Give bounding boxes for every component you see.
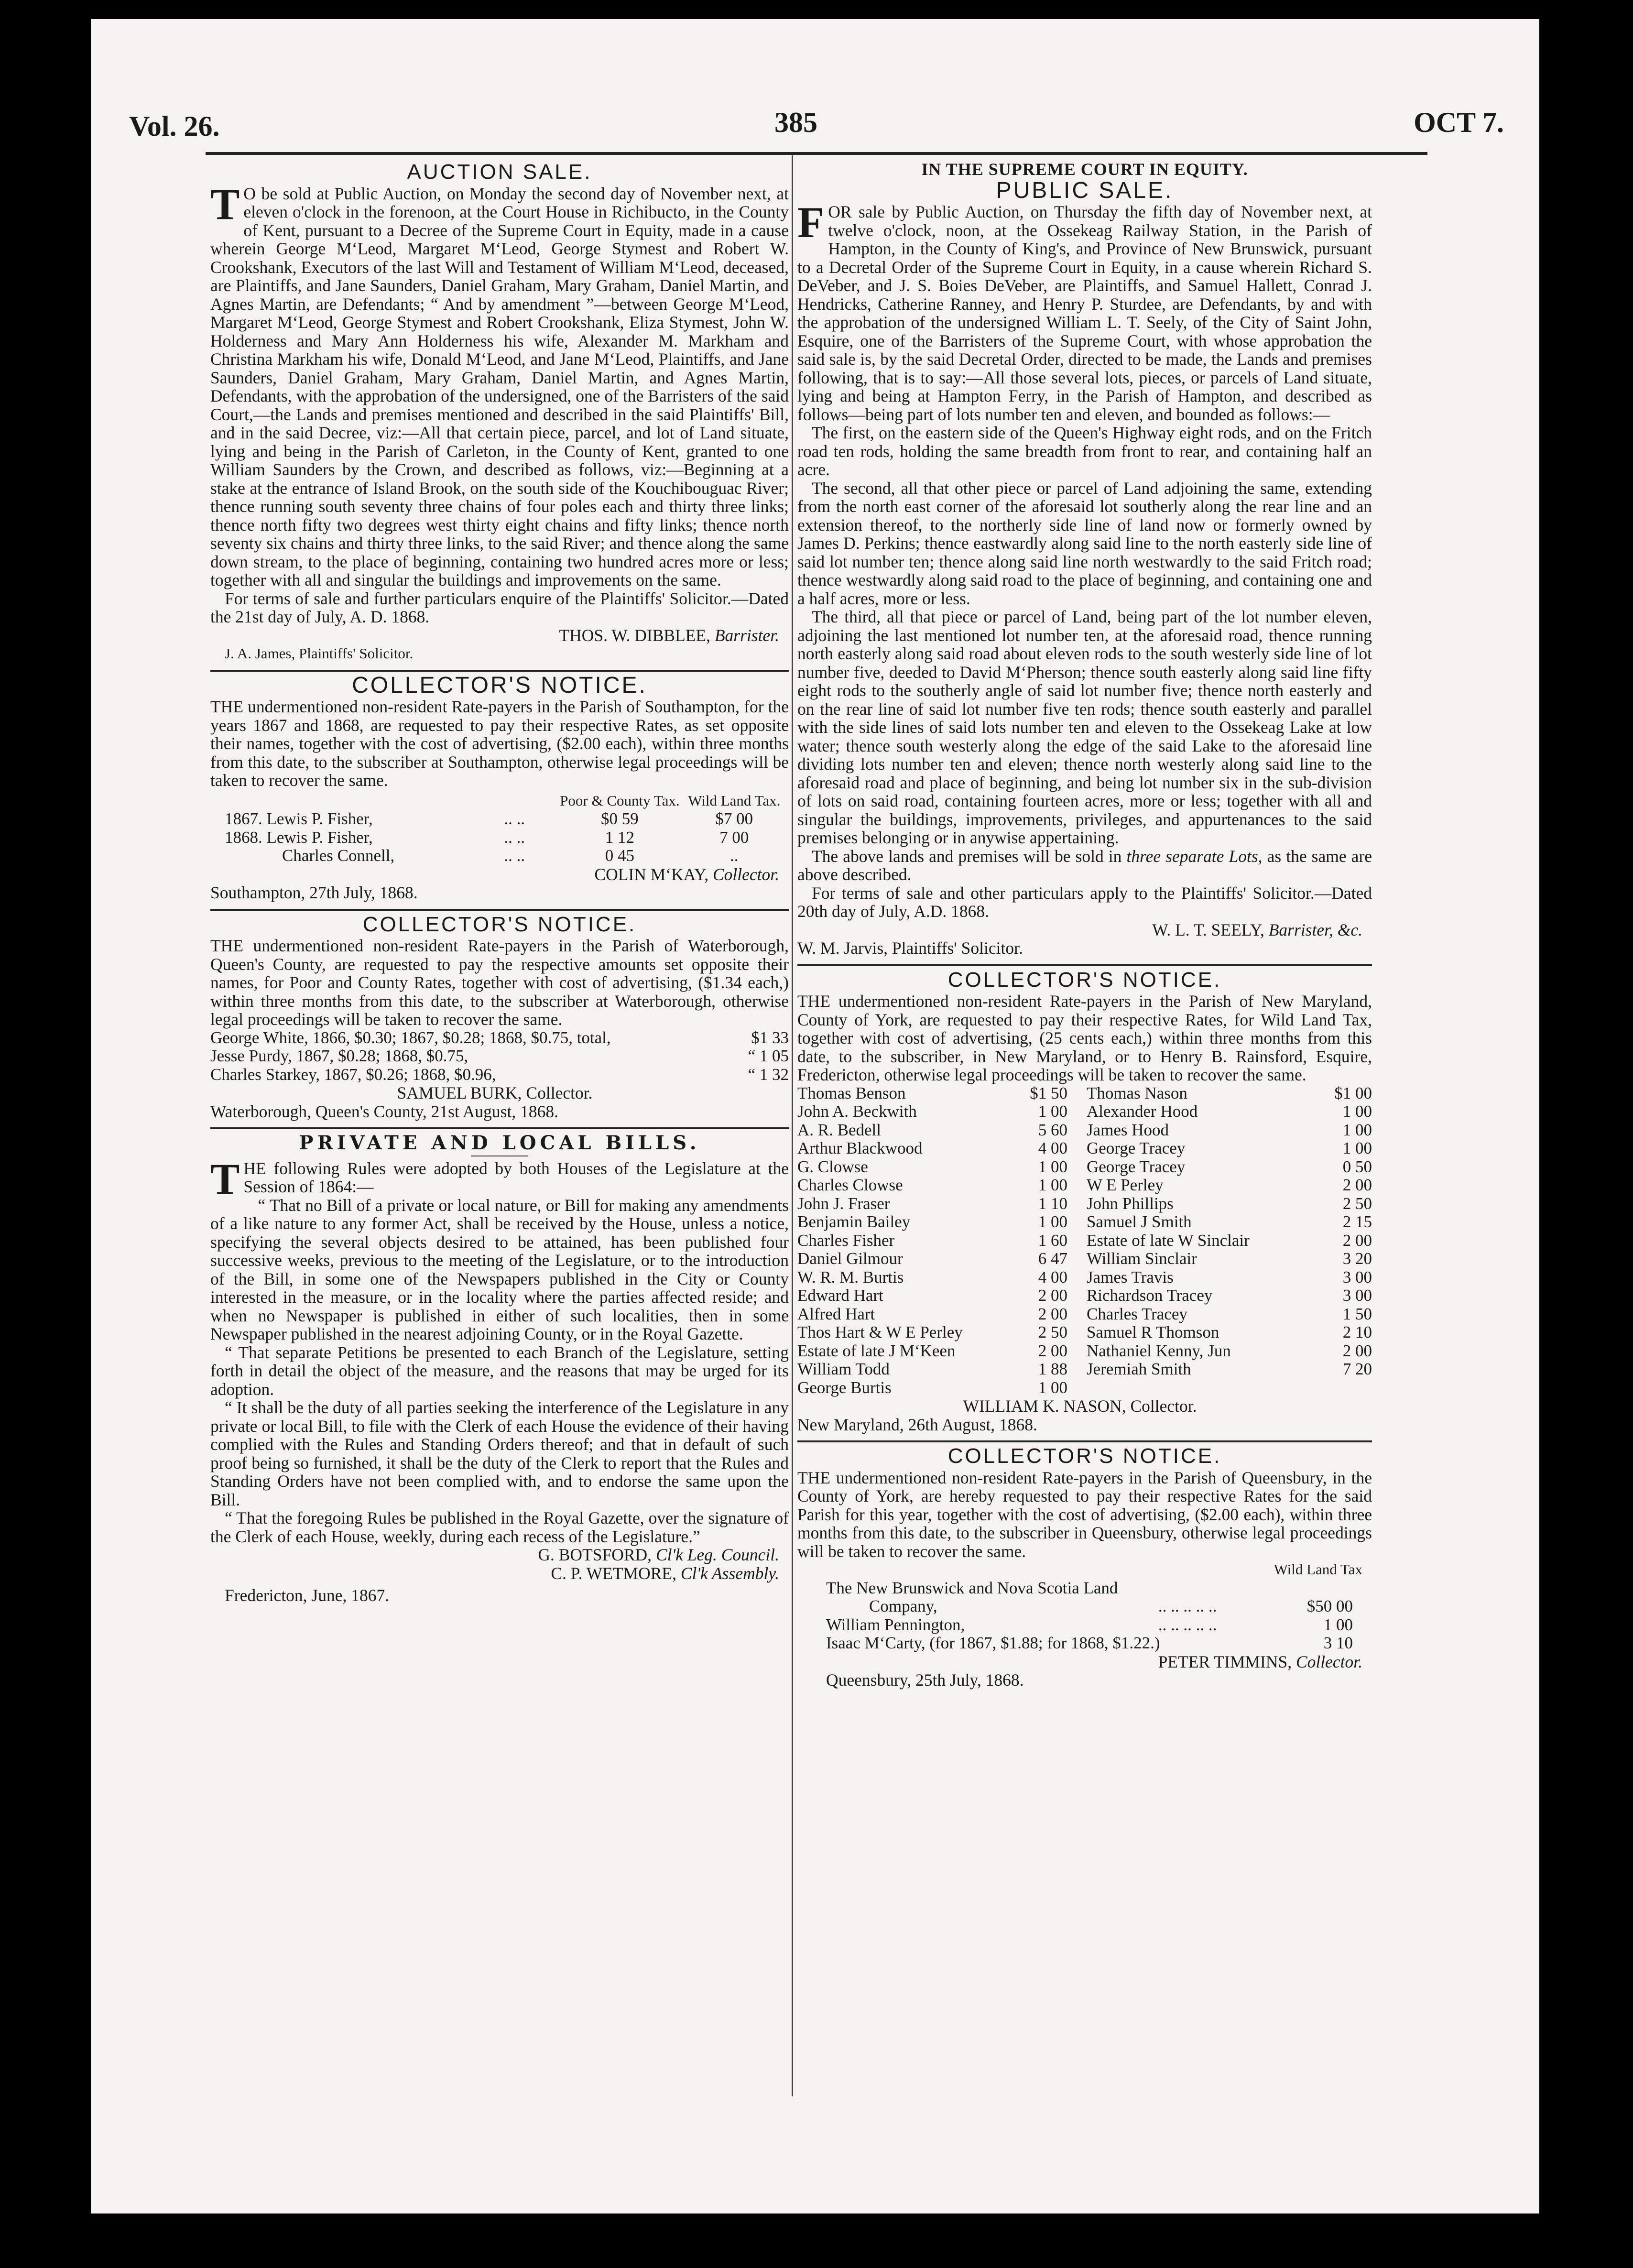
bills-rule-3: “ It shall be the duty of all parties seeking the interference of the Legislature in any private or local Bill, to file with the Clerk of each House the evidence of their having complied with the Rules and Standing Orders thereof; and that in default of such proof being so furnished, it shall be the duty of the Clerk to report that the Rules and Standing Orders have not been complied with, and to endorse the same upon the Bill. [210,1398,789,1509]
table-cell: Charles Fisher [797,1231,895,1250]
equity-dropcap: F [797,198,825,247]
bills-dateline: Fredericton, June, 1867. [225,1586,390,1605]
bills-intro [210,1154,789,1203]
table-cell: Thomas Benson [797,1083,906,1102]
table-cell: 0 50 [1342,1157,1372,1176]
equity-title: PUBLIC SALE. [996,177,1174,203]
table-row [797,1195,1372,1213]
collector1-col-head-2: Wild Land Tax. [688,792,781,809]
table-row [797,1342,1372,1361]
table-cell [1297,1379,1372,1397]
table-cell: 1 00 [1038,1176,1067,1194]
bills-rule-4: “ That the foregoing Rules be published in the Royal Gazette, over the signature of the Clerk of each House, weekly, during each recess of the Legislature.” [210,1508,789,1546]
table-cell: 3 00 [1342,1267,1372,1287]
equity-solicitor: W. M. Jarvis, Plaintiffs' Solicitor. [797,938,1023,958]
table-cell [1067,1379,1297,1397]
bills-signature-2 [210,1564,789,1583]
table-cell: 2 00 [1342,1176,1372,1194]
equity-body [797,198,1372,424]
bills-rule-2: “ That separate Petitions be presented to each Branch of the Legislature, setting forth in detail the object of the measure, and the reasons that may be urged for its adoption. [210,1342,789,1399]
table-cell: 6 47 [1038,1249,1067,1268]
table-cell: 1 00 [1342,1139,1372,1157]
table-cell: 3 20 [1342,1249,1372,1268]
bills-sig1-title: Cl'k Leg. Council. [655,1545,779,1564]
collector3-signature: WILLIAM K. NASON, Collector. [963,1396,1197,1416]
collector2-table [210,1029,789,1084]
table-cell: Daniel Gilmour [797,1249,903,1268]
table-cell: 4 00 [1038,1267,1067,1287]
table-cell: 2 00 [1038,1304,1067,1323]
table-row: Charles Starkey, 1867, $0.26; 1868, $0.96, “ 1 32 [210,1065,789,1084]
auction-dropcap: T [210,179,240,229]
auction-signature [210,626,789,645]
table-cell: 2 00 [1342,1341,1372,1360]
auction-title: AUCTION SALE. [407,160,592,184]
collector-notice-queensbury [797,1444,1372,1690]
table-cell: 5 60 [1038,1120,1067,1139]
table-cell: 1 00 [1342,1120,1372,1139]
table-cell: John Phillips [1086,1194,1174,1213]
collector1-table [210,792,789,865]
table-row: Isaac M‘Carty, (for 1867, $1.88; for 1868, $1.22.) 3 10 [826,1634,1353,1652]
table-cell: George Tracey [1086,1157,1186,1176]
table-cell: George Burtis [797,1378,892,1397]
collector4-title: COLLECTOR'S NOTICE. [947,1444,1222,1468]
table-cell: 1 88 [1038,1360,1067,1378]
table-row: Company, .. .. .. .. .. $50 00 [869,1597,1353,1615]
table-cell: Charles Tracey [1086,1304,1187,1323]
table-cell: 2 50 [1342,1194,1372,1213]
collector4-col-head: Wild Land Tax [1274,1561,1362,1578]
collector1-title: COLLECTOR'S NOTICE. [352,672,647,698]
auction-sig-name: THOS. W. DIBBLEE, [559,625,710,645]
table-cell: 2 50 [1038,1323,1067,1341]
table-cell: 1 00 [1038,1212,1067,1231]
bills-rule-1: “ That no Bill of a private or local nature, or Bill for making any amendments of a like nature to any former Act, shall be received by the House, unless a notice, specifying the several objects desired to be attained, has been published four successive weeks, previous to the meeting of the Legislature, or to the introduction of the Bill, in some one of the Newspapers published in the City or County interested in the measure, or in the locality where the parties affected reside; and when no Newspaper is published in either of such localities, then in some Newspaper published in the nearest adjoining County, or in the Royal Gazette. [210,1195,789,1343]
table-row [797,1213,1372,1232]
collector4-table [797,1579,1372,1653]
table-cell: 2 00 [1038,1341,1067,1360]
table-cell: A. R. Bedell [797,1120,881,1139]
collector4-dateline: Queensbury, 25th July, 1868. [826,1670,1024,1690]
table-row [797,1121,1372,1140]
table-cell: $1 50 [1030,1083,1067,1102]
table-cell: William Todd [797,1360,890,1378]
equity-court-heading: IN THE SUPREME COURT IN EQUITY. [921,160,1248,179]
table-cell: Thos Hart & W E Perley [797,1323,963,1341]
table-row [797,1268,1372,1287]
collector1-signature [210,865,789,884]
bills-title: PRIVATE AND LOCAL BILLS. [299,1132,700,1154]
collector-notice-waterborough [210,912,789,1121]
table-cell: 2 00 [1038,1286,1067,1305]
table-cell: 1 00 [1342,1102,1372,1121]
table-cell: James Travis [1086,1267,1174,1287]
equity-terms: For terms of sale and other particulars apply to the Plaintiffs' Solicitor.—Dated 20th day of July, A.D. 1868. [797,883,1372,921]
collector1-body: THE undermentioned non-resident Rate-payers in the Parish of Southampton, for the years 1867 and 1868, are requested to pay their respective Rates, as set opposite their names, together with the cost of advertising, ($2.00 each), within three months from this date, to the subscriber at Southampton, otherwise legal proceedings will be taken to recover the same. [210,697,789,790]
table-cell: Samuel R Thomson [1086,1323,1219,1341]
divider [210,670,789,672]
page-header [110,96,1523,148]
collector1-col-head-1: Poor & County Tax. [560,792,680,809]
table-cell: 2 10 [1342,1323,1372,1341]
bills-sig2-title: Cl'k Assembly. [680,1563,779,1583]
table-cell: John J. Fraser [797,1194,890,1213]
table-row [797,1250,1372,1268]
auction-body [210,179,789,589]
collector3-body: THE undermentioned non-resident Rate-payers in the Parish of New Maryland, County of York, are requested to pay their respective Rates, for Wild Land Tax, together with cost of advertising, (25 cents each,) within three months from this date, to the subscriber, in New Maryland, or to Henry B. Rainsford, Esquire, Fredericton, otherwise legal proceedings will be taken to recover the same. [797,992,1372,1084]
collector-notice-southampton [210,672,789,902]
divider [210,1127,789,1129]
collector3-dateline: New Maryland, 26th August, 1868. [797,1415,1037,1434]
collector1-sig-title: Collector. [712,864,779,884]
table-cell: Arthur Blackwood [797,1139,923,1157]
table-cell: Nathaniel Kenny, Jun [1086,1341,1231,1360]
table-cell: 2 00 [1342,1231,1372,1250]
table-cell: W. R. M. Burtis [797,1267,904,1287]
table-row: Jesse Purdy, 1867, $0.28; 1868, $0.75, “ 1 05 [210,1047,789,1065]
table-cell: 1 00 [1038,1378,1067,1397]
collector1-dateline: Southampton, 27th July, 1868. [210,883,418,902]
divider [210,909,789,911]
page-number: 385 [774,107,817,138]
table-row: William Pennington, .. .. .. .. .. 1 00 [826,1615,1353,1634]
collector4-sig-name: PETER TIMMINS, [1158,1652,1292,1671]
equity-separate-lots: The above lands and premises will be sold in three separate Lots, as the same are above described. [797,846,1372,884]
table-cell: 1 60 [1038,1231,1067,1250]
table-row [797,1287,1372,1305]
table-cell: Samuel J Smith [1086,1212,1192,1231]
table-cell: Estate of late W Sinclair [1086,1231,1250,1250]
bills-sig1-name: G. BOTSFORD, [538,1545,652,1564]
table-cell: William Sinclair [1086,1249,1197,1268]
table-row [797,1084,1372,1103]
auction-sig-title: Barrister. [714,625,779,645]
table-cell: 1 00 [1038,1102,1067,1121]
table-row: Charles Connell, .. .. 0 45 .. [282,846,739,865]
collector1-sig-name: COLIN M‘KAY, [594,864,709,884]
table-cell: 7 20 [1342,1360,1372,1378]
table-cell: George Tracey [1086,1139,1186,1157]
public-sale-notice [797,160,1372,958]
collector2-signature: SAMUEL BURK, Collector. [397,1083,593,1102]
table-cell: Thomas Nason [1086,1083,1187,1102]
collector3-table [797,1084,1372,1397]
table-cell: 1 00 [1038,1157,1067,1176]
table-row [797,1176,1372,1195]
divider [797,1440,1372,1442]
equity-lot-3: The third, all that piece or parcel of Land, being part of the lot number eleven, adjoining the last mentioned lot number ten, at the aforesaid road, thence running north easterly along said road about eleven rods to the south westerly side line of lot number five, deeded to David M‘Pherson; thence south easterly along said line fifty eight rods to the southerly angle of said lot number five; thence north easterly and on the rear line of said lot number five ten rods; thence south easterly and parallel with the side lines of said lots number ten and eleven to the Ossekeag Lake at low water; thence south westerly along the edge of the said Lake to the aforesaid line dividing lots number ten and eleven; thence north westerly along said line to the aforesaid road and place of beginning, and being lot number six in the sub-division of lots on said road, containing fourteen acres, more or less; together with all and singular the buildings, improvements, privileges, and appurtenances to the said premises belonging or in anywise appertaining. [797,607,1372,847]
private-local-bills [210,1134,789,1605]
table-cell: 4 00 [1038,1139,1067,1157]
table-cell: Richardson Tracey [1086,1286,1213,1305]
table-row: The New Brunswick and Nova Scotia Land [826,1578,1118,1597]
collector-notice-new-maryland [797,968,1372,1434]
table-row [797,1360,1372,1379]
table-cell: Edward Hart [797,1286,883,1305]
table-row [797,1102,1372,1121]
collector3-title: COLLECTOR'S NOTICE. [947,968,1222,992]
auction-sale-notice [210,160,789,663]
table-cell: W E Perley [1086,1176,1164,1194]
table-cell: G. Clowse [797,1157,868,1176]
bills-dropcap: T [210,1154,240,1203]
collector4-sig-title: Collector. [1296,1652,1362,1671]
equity-body-text: OR sale by Public Auction, on Thursday the fifth day of November next, at twelve o'clock, noon, at the Ossekeag Railway Station, in the Parish of Hampton, in the County of King's, and Province of New Brunswick, pursuant to a Decretal Order of the Supreme Court in Equity, in a cause wherein Richard S. DeVeber, and J. S. Boies DeVeber, are Plaintiffs, and Samuel Hallett, Conrad J. Hendricks, Catherine Ranney, and Henry P. Sturdee, are Defendants, by and with the approbation of the undersigned William L. T. Seely, of the City of Saint John, Esquire, one of the Barristers of the Supreme Court, with whose approbation the said sale is, by the said Decretal Order, directed to be made, the Lands and premises following, that is to say:—All those several lots, pieces, or parcels of Land situate, lying and being at Hampton Ferry, in the Parish of Hampton, and described as follows—being part of lots number ten and eleven, and bounded as follows:— [797,202,1372,424]
auction-terms: For terms of sale and further particulars enquire of the Plaintiffs' Solicitor.—Dated the 21st day of July, A. D. 1868. [210,589,789,626]
collector4-body: THE undermentioned non-resident Rate-payers in the Parish of Queensbury, in the County of York, are hereby requested to pay their respective Rates for the said Parish for this year, together with the cost of advertising, ($2.00 each), within three months from this date, to the subscriber in Queensbury, otherwise legal proceedings will be taken to recover the same. [797,1468,1372,1561]
table-cell: $1 00 [1334,1083,1372,1102]
equity-sig-name: W. L. T. SEELY, [1152,920,1264,939]
table-cell: James Hood [1086,1120,1169,1139]
volume-label: Vol. 26. [129,110,220,142]
bills-sig2-name: C. P. WETMORE, [551,1563,676,1583]
collector4-signature [797,1653,1372,1671]
table-row [797,1305,1372,1324]
divider [797,964,1372,966]
equity-signature [797,921,1372,939]
header-rule [206,152,1427,155]
table-row [797,1323,1372,1342]
table-row [797,1158,1372,1177]
table-row: 1867. Lewis P. Fisher, .. .. $0 59 $7 00 [225,809,753,828]
auction-body-text: O be sold at Public Auction, on Monday the second day of November next, at eleven o'clock in the forenoon, at the Court House in Richibucto, in the County of Kent, pursuant to a Decree of the Supreme Court in Equity, made in a cause wherein George M‘Leod, Margaret M‘Leod, George Stymest and Robert W. Crookshank, Executors of the last Will and Testament of William M‘Leod, deceased, are Plaintiffs, and Jane Saunders, Daniel Graham, Mary Graham, Daniel Martin, and Agnes Martin, are Defendants; “ And by amendment ”—between George M‘Leod, Margaret M‘Leod, George Stymest and Robert Crookshank, Eliza Stymest, John W. Holderness and Mary Ann Holderness his wife, Alexander M. Markham and Christina Markham his wife, Donald M‘Leod, and Jane M‘Leod, Plaintiffs, and Jane Saunders, Daniel Graham, Mary Graham, Daniel Martin, and Agnes Martin, Defendants, with the approbation of the undersigned, one of the Barristers of the said Court,—the Lands and premises mentioned and described in the said Plaintiffs' Bill, and in the said Decree, viz:—All that certain piece, parcel, and lot of Land situate, lying and being in the Parish of Carleton, in the County of Kent, granted to one William Saunders by the Crown, and described as follows, viz:—Beginning at a stake at the entrance of Island Brook, on the south side of the Kouchibouguac River; thence running south seventy three chains of four poles each and thirty three links; thence north fifty two degrees west thirty eight chains and fifty links; thence north seventy six chains and thirty three links, to the said River; and thence along the same down stream, to the place of beginning, containing two hundred acres more or less; together with all and singular the buildings and improvements on the same. [210,184,789,589]
collector2-title: COLLECTOR'S NOTICE. [362,912,637,936]
table-cell: 1 50 [1342,1304,1372,1323]
table-cell: 1 10 [1038,1194,1067,1213]
table-cell: 2 15 [1342,1212,1372,1231]
auction-solicitor: J. A. James, Plaintiffs' Solicitor. [225,645,414,662]
collector2-dateline: Waterborough, Queen's County, 21st August, 1868. [210,1101,558,1121]
bills-signature-1 [210,1546,789,1564]
table-cell: John A. Beckwith [797,1102,917,1121]
table-cell: 3 00 [1342,1286,1372,1305]
equity-lot-2: The second, all that other piece or parcel of Land adjoining the same, extending from the north east corner of the aforesaid lot southerly along the rear line and an extension thereof, to the northerly side line of land now or formerly owned by James D. Perkins; thence eastwardly along said line to the north easterly side line of said lot number ten; thence along said line north westwardly to the said Fritch road; thence westwardly along said road to the place of beginning, and containing one and a half acres, more or less. [797,478,1372,608]
equity-lot-1: The first, on the eastern side of the Queen's Highway eight rods, and on the Fritch road ten rods, holding the same breadth from front to rear, and containing half an acre. [797,423,1372,479]
table-cell: Alexander Hood [1086,1102,1198,1121]
left-column [210,160,789,1605]
table-cell: Alfred Hart [797,1304,875,1323]
table-cell: Benjamin Bailey [797,1212,911,1231]
collector2-body: THE undermentioned non-resident Rate-payers in the Parish of Waterborough, Queen's County, are requested to pay the respective amounts set opposite their names, for Poor and County Rates, together with cost of advertising, ($1.34 each,) within three months from this date, to the subscriber at Waterborough, otherwise legal proceedings will be taken to recover the same. [210,936,789,1029]
table-row [797,1139,1372,1158]
column-divider [792,155,793,2096]
table-cell: Jeremiah Smith [1086,1360,1191,1378]
equity-sig-title: Barrister, &c. [1268,920,1362,939]
table-row [797,1379,1372,1397]
table-row: George White, 1866, $0.30; 1867, $0.28; 1868, $0.75, total, $1 33 [210,1028,789,1047]
table-row [797,1232,1372,1250]
table-cell: Charles Clowse [797,1176,903,1194]
issue-date: OCT 7. [1414,107,1504,138]
table-cell: Estate of late J M‘Keen [797,1341,956,1360]
table-row: 1868. Lewis P. Fisher, .. .. 1 12 7 00 [225,828,749,847]
bills-intro-text: HE following Rules were adopted by both Houses of the Legislature at the Session of 1864:— [243,1158,789,1196]
right-column [797,160,1372,1690]
